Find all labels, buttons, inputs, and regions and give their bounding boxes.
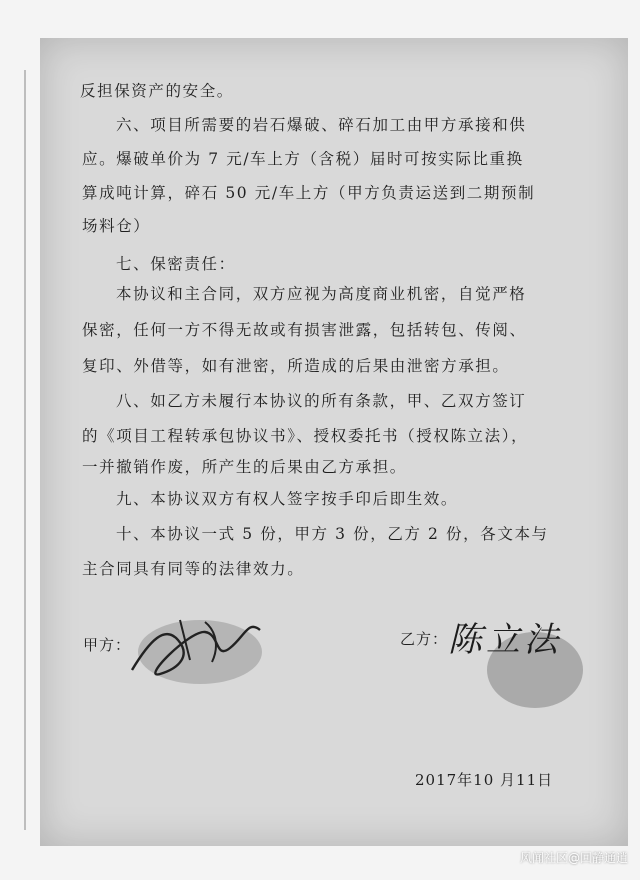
paragraph-line: 反担保资产的安全。 [80, 82, 234, 100]
party-b-signature: 陈立法 [448, 620, 562, 660]
paragraph-line: 十、本协议一式 5 份，甲方 3 份，乙方 2 份，各文本与 [116, 525, 549, 543]
paragraph-line: 主合同具有同等的法律效力。 [82, 560, 305, 578]
paragraph-line: 本协议和主合同，双方应视为高度商业机密，自觉严格 [116, 285, 527, 303]
section-heading: 七、保密责任： [116, 255, 236, 273]
page-edge-shadow [24, 70, 26, 830]
paragraph-line: 复印、外借等，如有泄密，所造成的后果由泄密方承担。 [82, 357, 510, 375]
party-a-signature [120, 600, 280, 690]
paragraph-line: 一并撤销作废，所产生的后果由乙方承担。 [82, 458, 407, 476]
signing-date: 2017年10 月11日 [415, 771, 554, 789]
paragraph-line: 六、项目所需要的岩石爆破、碎石加工由甲方承接和供 [116, 116, 527, 134]
paragraph-line: 保密，任何一方不得无故或有损害泄露，包括转包、传阅、 [82, 321, 527, 339]
party-a-label: 甲方： [83, 636, 132, 654]
paragraph-line: 算成吨计算，碎石 50 元/车上方（甲方负责运送到二期预制 [82, 184, 536, 202]
paragraph-line: 场料仓） [82, 217, 151, 235]
paragraph-line: 的《项目工程转承包协议书》、授权委托书（授权陈立法）， [82, 427, 529, 445]
paragraph-line: 八、如乙方未履行本协议的所有条款，甲、乙双方签订 [116, 392, 527, 410]
site-watermark: 风闻社区@回静通逍 [519, 851, 628, 865]
paragraph-line: 应。爆破单价为 7 元/车上方（含税）届时可按实际比重换 [82, 150, 524, 168]
paragraph-line: 九、本协议双方有权人签字按手印后即生效。 [116, 490, 459, 508]
party-b-label: 乙方： [400, 630, 449, 648]
